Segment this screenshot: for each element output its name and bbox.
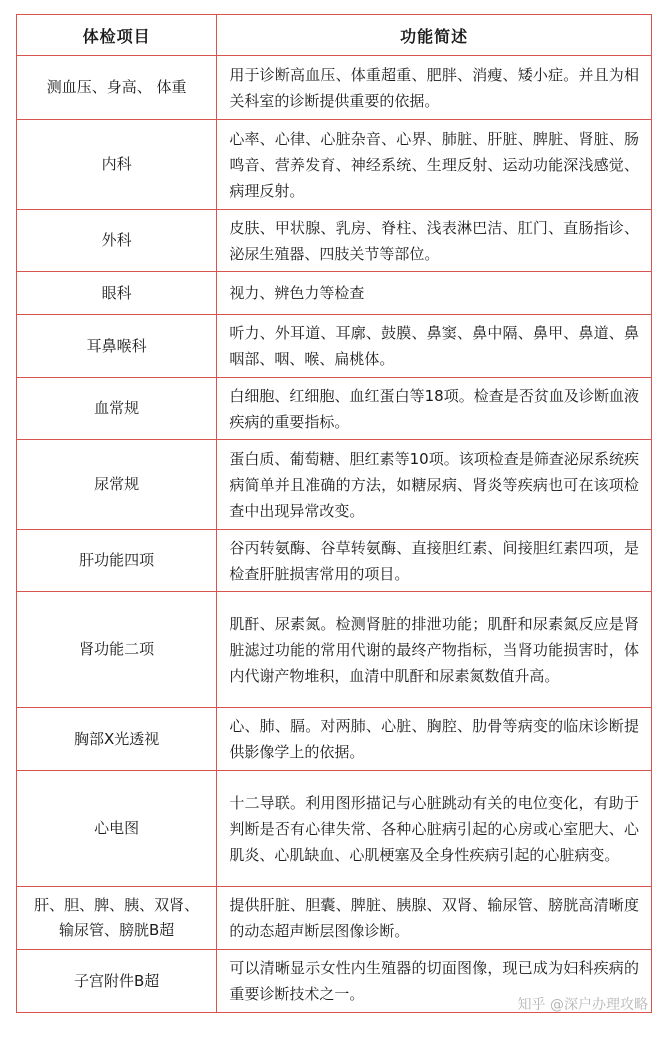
row-item: 胸部X光透视 (17, 708, 217, 771)
row-item: 耳鼻喉科 (17, 315, 217, 378)
row-item: 测血压、身高、 体重 (17, 56, 217, 120)
row-desc: 可以清晰显示女性内生殖器的切面图像，现已成为妇科疾病的重要诊断技术之一。 (217, 950, 652, 1013)
row-item: 心电图 (17, 771, 217, 887)
row-desc: 蛋白质、葡萄糖、胆红素等10项。该项检查是筛查泌尿系统疾病简单并且准确的方法，如糖尿病、肾炎等疾病也可在该项检查中出现异常改变。 (217, 440, 652, 530)
watermark: 知乎 @深户办理攻略 (517, 997, 648, 1013)
table-row (17, 272, 652, 315)
table-row (17, 887, 652, 950)
row-item: 眼科 (17, 272, 217, 315)
row-desc: 皮肤、甲状腺、乳房、脊柱、浅表淋巴洁、肛门、直肠指诊、泌尿生殖器、四肢关节等部位。 (217, 210, 652, 272)
header-item: 体检项目 (17, 15, 217, 56)
row-item: 尿常规 (17, 440, 217, 530)
row-desc: 白细胞、红细胞、血红蛋白等18项。检查是否贫血及诊断血液疾病的重要指标。 (217, 378, 652, 440)
table-row (17, 440, 652, 530)
row-desc: 听力、外耳道、耳廓、鼓膜、鼻窦、鼻中隔、鼻甲、鼻道、鼻咽部、咽、喉、扁桃体。 (217, 315, 652, 378)
row-item: 肾功能二项 (17, 592, 217, 708)
table-row (17, 315, 652, 378)
table-row (17, 771, 652, 887)
row-item: 肝功能四项 (17, 530, 217, 592)
row-desc: 用于诊断高血压、体重超重、肥胖、消瘦、矮小症。并且为相关科室的诊断提供重要的依据。 (217, 56, 652, 120)
row-desc: 谷丙转氨酶、谷草转氨酶、直接胆红素、间接胆红素四项，是检查肝脏损害常用的项目。 (217, 530, 652, 592)
table-row (17, 708, 652, 771)
row-desc: 心、肺、膈。对两肺、心脏、胸腔、肋骨等病变的临床诊断提供影像学上的依据。 (217, 708, 652, 771)
table-row (17, 530, 652, 592)
row-item: 血常规 (17, 378, 217, 440)
table-row (17, 592, 652, 708)
row-desc: 十二导联。利用图形描记与心脏跳动有关的电位变化，有助于判断是否有心律失常、各种心脏病引起的心房或心室肥大、心肌炎、心肌缺血、心肌梗塞及全身性疾病引起的心脏病变。 (217, 771, 652, 887)
row-desc: 视力、辨色力等检查 (217, 272, 652, 315)
row-desc: 心率、心律、心脏杂音、心界、肺脏、肝脏、脾脏、肾脏、肠鸣音、营养发育、神经系统、生理反射、运动功能深浅感觉、病理反射。 (217, 120, 652, 210)
table-header-row (17, 15, 652, 56)
table-row (17, 120, 652, 210)
row-desc: 肌酐、尿素氮。检测肾脏的排泄功能；肌酐和尿素氮反应是肾脏滤过功能的常用代谢的最终产物指标，当肾功能损害时，体内代谢产物堆积，血清中肌酐和尿素氮数值升高。 (217, 592, 652, 708)
row-item: 子宫附件B超 (17, 950, 217, 1013)
row-desc: 提供肝脏、胆囊、脾脏、胰腺、双肾、输尿管、膀胱高清晰度的动态超声断层图像诊断。 (217, 887, 652, 950)
row-item: 外科 (17, 210, 217, 272)
table-row (17, 378, 652, 440)
exam-table (16, 14, 652, 1013)
header-desc: 功能简述 (217, 15, 652, 56)
table-row (17, 56, 652, 120)
table-row (17, 210, 652, 272)
row-item: 肝、胆、脾、胰、双肾、输尿管、膀胱B超 (17, 887, 217, 950)
row-item: 内科 (17, 120, 217, 210)
